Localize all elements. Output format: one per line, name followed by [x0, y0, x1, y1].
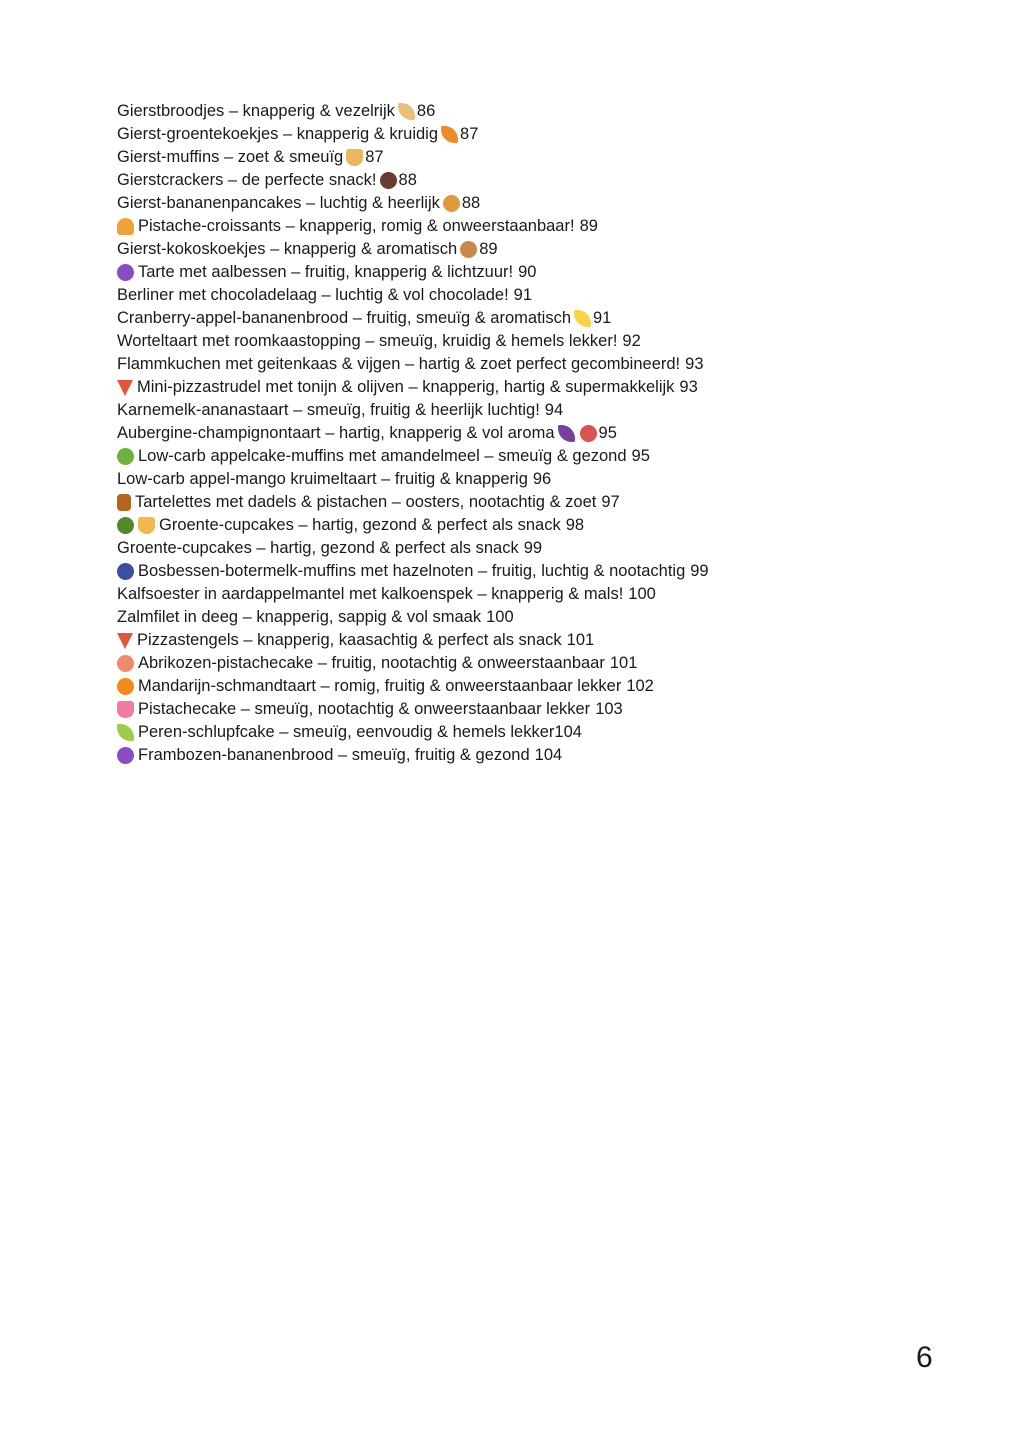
peach-icon [117, 655, 134, 672]
toc-entry[interactable] [117, 583, 997, 606]
toc-entry-title: Berliner met chocoladelaag – luchtig & vol chocolade! [117, 286, 509, 304]
toc-entry-page: 101 [566, 631, 595, 649]
table-of-contents [117, 100, 997, 767]
toc-entry-page: 87 [460, 125, 479, 143]
banana-icon [574, 310, 591, 327]
toc-entry[interactable] [117, 445, 997, 468]
toc-entry-page: 96 [532, 470, 552, 488]
grapes-icon [117, 264, 134, 281]
toc-entry[interactable] [117, 353, 997, 376]
toc-entry-title: Peren-schlupfcake – smeuïg, eenvoudig & hemels lekker [138, 723, 555, 741]
mushroom-icon [580, 425, 597, 442]
toc-entry-page: 94 [544, 401, 564, 419]
toc-entry-page: 88 [398, 171, 417, 189]
toc-entry-title: Groente-cupcakes – hartig, gezond & perfect als snack [117, 539, 519, 557]
eggplant-icon [558, 425, 575, 442]
birthday-cake-icon [117, 701, 134, 718]
bread-icon [398, 103, 415, 120]
toc-entry-title: Gierstbroodjes – knapperig & vezelrijk [117, 102, 395, 120]
toc-entry[interactable] [117, 560, 997, 583]
toc-entry-page: 91 [513, 286, 533, 304]
toc-entry[interactable] [117, 192, 997, 215]
toc-entry[interactable] [117, 468, 997, 491]
toc-entry-title: Zalmfilet in deeg – knapperig, sappig & vol smaak [117, 608, 482, 626]
broccoli-icon [117, 517, 134, 534]
toc-entry[interactable] [117, 284, 997, 307]
toc-entry-title: Tarte met aalbessen – fruitig, knapperig & lichtzuur! [138, 263, 514, 281]
toc-entry[interactable] [117, 376, 997, 399]
pizza-icon [117, 633, 133, 649]
toc-entry-title: Flammkuchen met geitenkaas & vijgen – hartig & zoet perfect gecombineerd! [117, 355, 681, 373]
toc-entry-page: 89 [479, 240, 498, 258]
toc-entry-title: Tartelettes met dadels & pistachen – oosters, nootachtig & zoet [135, 493, 597, 511]
toc-entry-title: Gierst-muffins – zoet & smeuïg [117, 148, 344, 166]
toc-entry[interactable] [117, 491, 997, 514]
toc-entry-page: 95 [631, 447, 650, 465]
toc-entry-title: Gierst-kokoskoekjes – knapperig & aromatisch [117, 240, 458, 258]
pear-icon [117, 724, 134, 741]
toc-entry-title: Karnemelk-ananastaart – smeuïg, fruitig & heerlijk luchtig! [117, 401, 540, 419]
toc-entry-title: Low-carb appelcake-muffins met amandelmeel – smeuïg & gezond [138, 447, 627, 465]
green-apple-icon [117, 448, 134, 465]
toc-entry[interactable] [117, 675, 997, 698]
toc-entry-page: 99 [690, 562, 709, 580]
toc-entry-page: 93 [685, 355, 704, 373]
pancakes-icon [443, 195, 460, 212]
toc-entry-page: 103 [595, 700, 623, 718]
toc-entry[interactable] [117, 721, 997, 744]
croissant-icon [117, 218, 134, 235]
toc-entry-page: 90 [518, 263, 537, 281]
toc-entry[interactable] [117, 100, 997, 123]
toc-entry-page: 86 [416, 102, 436, 120]
toc-entry[interactable] [117, 399, 997, 422]
toc-entry[interactable] [117, 537, 997, 560]
toc-entry-title: Abrikozen-pistachecake – fruitig, nootachtig & onweerstaanbaar [138, 654, 605, 672]
toc-entry-page: 87 [365, 148, 384, 166]
toc-entry-title: Pizzastengels – knapperig, kaasachtig & perfect als snack [137, 631, 562, 649]
toc-entry-page: 89 [579, 217, 598, 235]
toc-entry-page: 92 [622, 332, 641, 350]
toc-entry[interactable] [117, 606, 997, 629]
toc-entry-title: Gierst-bananenpancakes – luchtig & heerlijk [117, 194, 440, 212]
toc-entry-page: 101 [609, 654, 638, 672]
toc-entry-title: Groente-cupcakes – hartig, gezond & perfect als snack [159, 516, 561, 534]
toc-entry[interactable] [117, 629, 997, 652]
toc-entry-page: 91 [593, 309, 612, 327]
toc-entry-title: Worteltaart met roomkaastopping – smeuïg, kruidig & hemels lekker! [117, 332, 618, 350]
toc-entry[interactable] [117, 422, 997, 445]
moon-cake-icon [117, 494, 131, 511]
toc-entry-title: Gierstcrackers – de perfecte snack! [117, 171, 377, 189]
toc-entry-title: Bosbessen-botermelk-muffins met hazelnoten – fruitig, luchtig & nootachtig [138, 562, 686, 580]
toc-entry-page: 95 [598, 424, 617, 442]
toc-entry[interactable] [117, 261, 997, 284]
page-number: 6 [916, 1341, 933, 1374]
toc-entry-page: 100 [486, 608, 514, 626]
toc-entry-title: Frambozen-bananenbrood – smeuïg, fruitig & gezond [138, 746, 530, 764]
toc-entry[interactable] [117, 215, 997, 238]
toc-entry-page: 93 [679, 378, 698, 396]
toc-entry[interactable] [117, 744, 997, 767]
toc-entry-title: Gierst-groentekoekjes – knapperig & kruidig [117, 125, 439, 143]
toc-entry[interactable] [117, 146, 997, 169]
grapes-icon [117, 747, 134, 764]
toc-entry-title: Kalfsoester in aardappelmantel met kalkoenspek – knapperig & mals! [117, 585, 624, 603]
toc-entry-page: 97 [601, 493, 620, 511]
cupcake-icon [138, 517, 155, 534]
toc-entry-page: 102 [626, 677, 654, 695]
toc-entry-title: Mandarijn-schmandtaart – romig, fruitig & onweerstaanbaar lekker [138, 677, 622, 695]
toc-entry-title: Mini-pizzastrudel met tonijn & olijven – knapperig, hartig & supermakkelijk [137, 378, 675, 396]
toc-entry-page: 104 [534, 746, 563, 764]
blueberries-icon [117, 563, 134, 580]
toc-entry[interactable] [117, 652, 997, 675]
toc-entry[interactable] [117, 514, 997, 537]
rice-cracker-icon [380, 172, 397, 189]
toc-entry[interactable] [117, 123, 997, 146]
pizza-icon [117, 380, 133, 396]
cookie-icon [460, 241, 477, 258]
toc-entry[interactable] [117, 698, 997, 721]
toc-entry-title: Pistache-croissants – knapperig, romig & onweerstaanbaar! [138, 217, 575, 235]
toc-entry[interactable] [117, 238, 997, 261]
toc-entry-title: Low-carb appel-mango kruimeltaart – fruitig & knapperig [117, 470, 528, 488]
toc-entry-page: 100 [628, 585, 656, 603]
tangerine-icon [117, 678, 134, 695]
muffin-icon [346, 149, 363, 166]
toc-entry-title: Aubergine-champignontaart – hartig, knapperig & vol aroma [117, 424, 555, 442]
toc-entry-title: Cranberry-appel-bananenbrood – fruitig, smeuïg & aromatisch [117, 309, 571, 327]
toc-entry[interactable] [117, 307, 997, 330]
toc-entry-title: Pistachecake – smeuïg, nootachtig & onweerstaanbaar lekker [138, 700, 591, 718]
toc-entry-page: 88 [461, 194, 481, 212]
toc-entry[interactable] [117, 169, 997, 192]
toc-entry[interactable] [117, 330, 997, 353]
toc-entry-page: 104 [554, 723, 582, 741]
toc-entry-page: 99 [523, 539, 543, 557]
toc-entry-page: 98 [565, 516, 585, 534]
carrot-icon [441, 126, 458, 143]
